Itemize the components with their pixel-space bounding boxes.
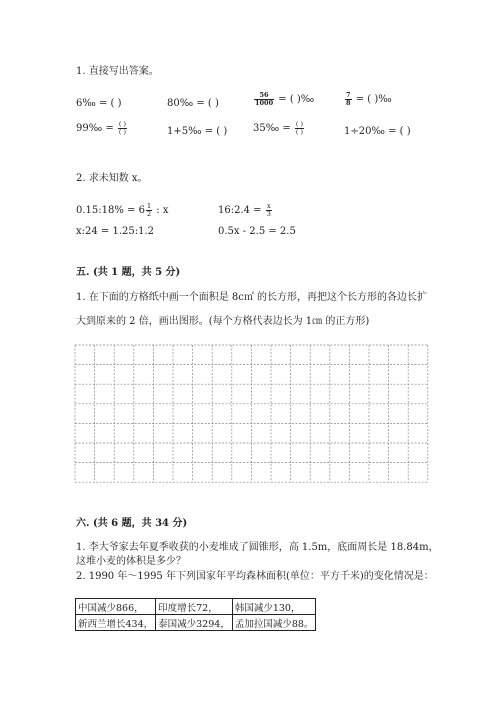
q1-item-7: 35‰ = $\frac{( )}{( )}$ [253, 120, 304, 136]
q2-equation-4: 0.5x - 2.5 = 2.5 [218, 226, 296, 237]
section6-q1-line-1: 1. 李大爷家去年夏季收获的小麦堆成了圆锥形，高 1.5m，底面周长是 18.84m， [76, 542, 439, 553]
fraction: $\frac{x}{3}$ [266, 202, 271, 218]
table-row [76, 615, 316, 631]
table-cell: 印度增长72， [156, 599, 233, 615]
q1-item-2: 80‰ = ( ) [167, 98, 219, 109]
section5-heading: 五. (共 1 题，共 5 分) [76, 267, 181, 278]
q1-item-1: 6‰ = ( ) [76, 98, 122, 109]
fraction: $\frac{( )}{( )}$ [118, 120, 127, 136]
table-cell: 孟加拉国减少88。 [232, 615, 316, 631]
table-cell: 韩国减少130， [232, 599, 316, 615]
q2-title: 2. 求未知数 x。 [76, 173, 148, 184]
section5-question-line-2: 大到原来的 2 倍，画出图形。(每个方格代表边长为 1㎝ 的正方形) [76, 316, 370, 327]
section6-heading: 六. (共 6 题，共 34 分) [76, 518, 188, 529]
fraction: $\frac{56}{1000}$ [255, 91, 274, 107]
q1-item-5: 99‰ = $\frac{( )}{( )}$ [76, 120, 127, 136]
table-cell: 泰国减少3294， [156, 615, 233, 631]
square-grid-paper[interactable] [74, 344, 430, 484]
section6-q1-line-2: 这堆小麦的体积是多少？ [76, 556, 186, 567]
forest-area-table [75, 598, 316, 631]
section5-question-line-1: 1. 在下面的方格纸中画一个面积是 8c㎡ 的长方形，再把这个长方形的各边长扩 [76, 292, 428, 303]
fraction: $\frac{( )}{( )}$ [295, 120, 304, 136]
table-row [76, 599, 316, 615]
q1-title: 1. 直接写出答案。 [76, 66, 159, 77]
fraction: $\frac{1}{2}$ [146, 202, 152, 218]
q1-item-6: 1+5‰ = ( ) [167, 126, 228, 137]
table-cell: 中国减少866， [76, 599, 156, 615]
q1-item-3: $\frac{56}{1000}$ = ( )‰ [255, 91, 315, 107]
section6-q2-line: 2. 1990 年～1995 年下列国家年平均森林面积(单位：平方千米)的变化情况是： [76, 571, 434, 582]
q1-item-8: 1÷20‰ = ( ) [344, 126, 411, 137]
q2-equation-3: x:24 = 1.25:1.2 [76, 226, 155, 237]
q2-equation-1: 0.15:18% = 6 $\frac{1}{2}$ : x [76, 202, 169, 218]
table-cell: 新西兰增长434， [76, 615, 156, 631]
q1-item-4: $\frac{7}{8}$ = ( )‰ [346, 91, 392, 107]
q2-equation-2: 16:2.4 = $\frac{x}{3}$ [218, 202, 271, 218]
fraction: $\frac{7}{8}$ [346, 91, 351, 107]
